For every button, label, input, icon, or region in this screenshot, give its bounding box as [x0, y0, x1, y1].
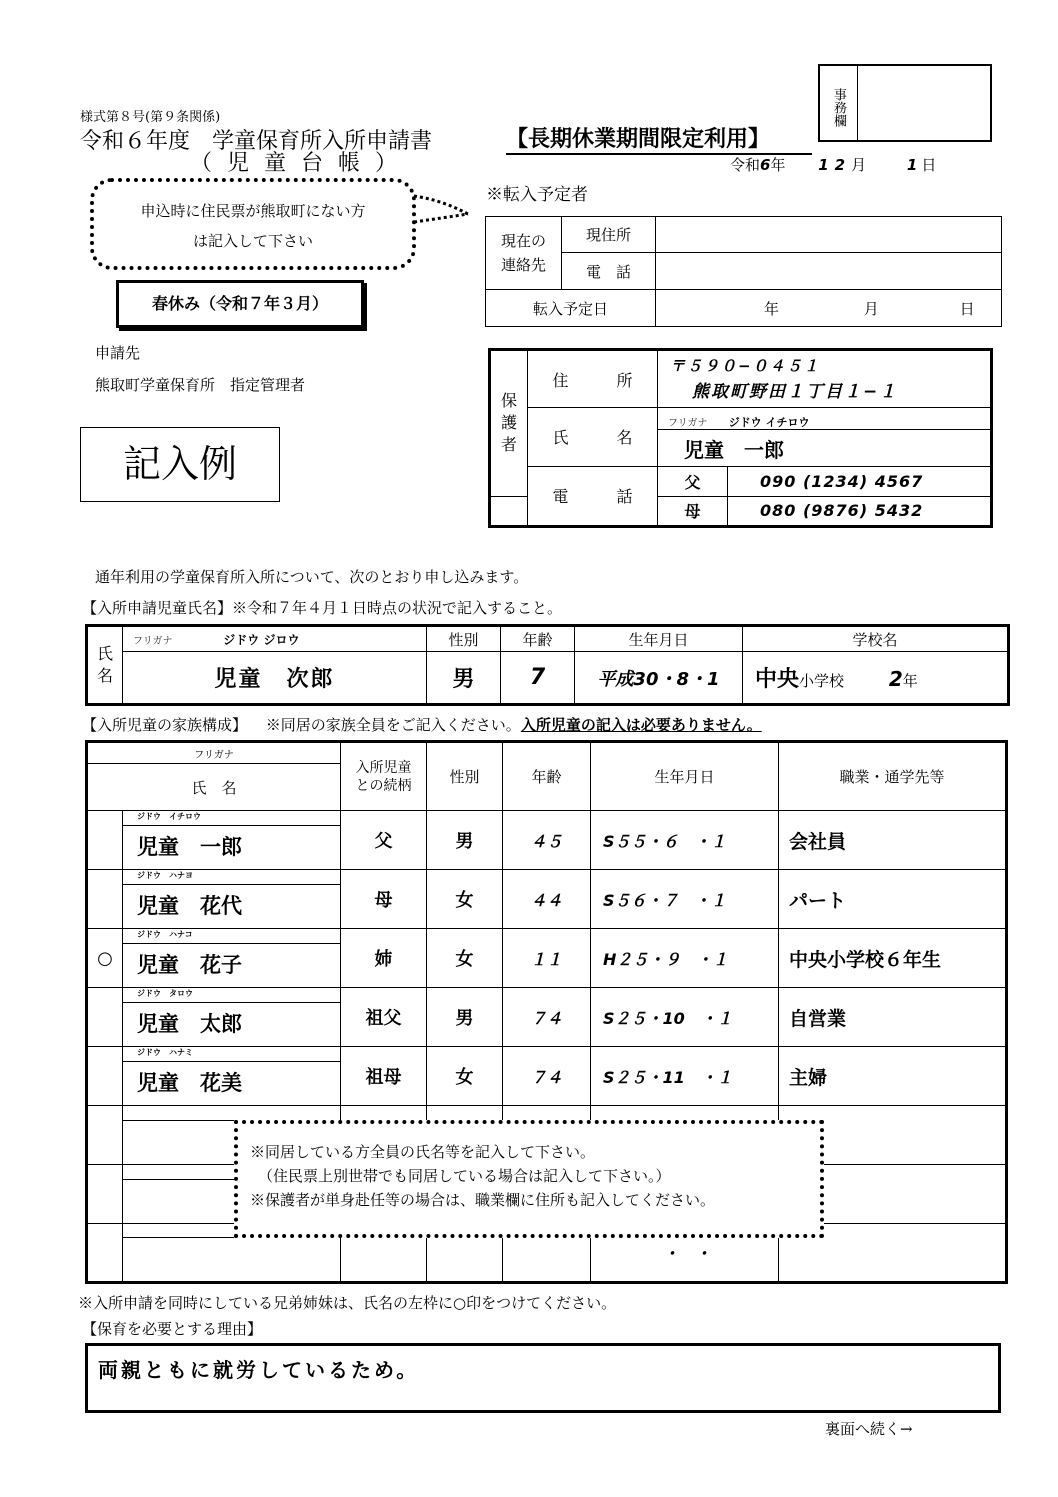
family-relation: 父: [341, 811, 427, 870]
sibling-mark-cell[interactable]: [87, 1105, 123, 1164]
child-school-label: 学校名: [743, 626, 1009, 652]
family-age: １１: [503, 929, 591, 988]
child-age-label: 年齢: [501, 626, 575, 652]
family-gender-header: 性別: [427, 742, 503, 811]
family-age: ４５: [503, 811, 591, 870]
sibling-mark: ○: [97, 947, 113, 969]
family-birth: H２５・９ ・１: [591, 929, 779, 988]
child-name-label: 氏名: [96, 644, 113, 685]
child-furigana-label: フリガナ: [133, 636, 173, 648]
family-furigana: ジドウ ハナコ: [123, 930, 340, 944]
family-relation: 母: [341, 870, 427, 929]
child-age: 7: [501, 652, 575, 705]
mother-label: 母: [658, 496, 728, 526]
family-birth: S２５・10 ・１: [591, 988, 779, 1047]
page-subtitle: （ 児 童 台 帳 ）: [190, 151, 401, 176]
family-note-bold: 入所児童の記入は必要ありません。: [520, 716, 762, 734]
sibling-note: ※入所申請を同時にしている兄弟姉妹は、氏名の左枠に○印をつけてください。: [78, 1294, 617, 1312]
family-note: ※同居の家族全員をご記入ください。: [265, 716, 521, 734]
office-box-label: 事務欄: [820, 66, 858, 140]
guardian-table: [488, 348, 993, 528]
child-birth: 平成30・8・1: [575, 652, 743, 705]
last-row-dots: ・ ・: [663, 1243, 712, 1263]
guardian-phone-label: 電 話: [528, 466, 658, 526]
family-row: [87, 1047, 1007, 1106]
period-box: 春休み（令和７年３月）: [116, 280, 364, 328]
date-era: 令和: [730, 156, 761, 174]
date-month-unit: 月: [851, 156, 867, 174]
child-name: 児童 次郎: [123, 652, 427, 705]
date-month: 12: [818, 156, 852, 174]
family-birth: S２５・11 ・１: [591, 1047, 779, 1106]
applicant-name: 熊取町学童保育所 指定管理者: [95, 376, 306, 394]
family-relation: 祖母: [341, 1047, 427, 1106]
father-phone: 090 (1234) 4567: [728, 466, 992, 496]
family-gender: 男: [427, 811, 503, 870]
child-furigana: ジドウ ジロウ: [223, 633, 300, 648]
phone-label: 電 話: [562, 253, 656, 290]
child-gender-label: 性別: [427, 626, 501, 652]
family-gender: 女: [427, 1047, 503, 1106]
address-label: 現住所: [562, 217, 656, 253]
family-occupation-header: 職業・通学先等: [779, 742, 1007, 811]
transfer-date-field[interactable]: [656, 290, 1002, 327]
date-day: 1: [906, 156, 918, 174]
family-name-empty[interactable]: [123, 1238, 340, 1280]
family-occupation: パート: [779, 870, 1007, 929]
family-furigana-header: フリガナ: [87, 742, 341, 764]
sibling-mark-cell[interactable]: [87, 1047, 123, 1106]
overlay-line1: ※同居している方全員の氏名等を記入して下さい。: [250, 1143, 596, 1161]
family-furigana: ジドウ ハナヨ: [123, 871, 340, 885]
family-age-header: 年齢: [503, 742, 591, 811]
guardian-name-label: 氏 名: [528, 408, 658, 466]
intro-text: 通年利用の学童保育所入所について、次のとおり申し込みます。: [95, 568, 529, 586]
date-year-unit: 年: [770, 156, 786, 174]
date-day-unit: 日: [921, 156, 937, 174]
date-year: 6: [760, 156, 771, 174]
sibling-mark-cell[interactable]: [87, 929, 123, 988]
sibling-mark-cell[interactable]: [87, 988, 123, 1047]
guardian-address-label: 住 所: [528, 350, 658, 408]
family-row: [87, 811, 1007, 870]
family-relation: 姉: [341, 929, 427, 988]
family-name: 児童 花代: [137, 894, 242, 919]
reason-section-title: 【保育を必要とする理由】: [82, 1320, 263, 1338]
family-row: [87, 988, 1007, 1047]
transfer-address-field[interactable]: [656, 217, 1002, 253]
child-grade-suffix: 年: [902, 672, 918, 691]
family-name-header: 氏 名: [87, 764, 341, 811]
family-gender: 男: [427, 988, 503, 1047]
family-overlay-notice: [234, 1120, 824, 1238]
relation-header-2: との続柄: [355, 777, 412, 794]
transfer-note: ※転入予定者: [486, 185, 588, 205]
family-name: 児童 花美: [137, 1071, 242, 1095]
family-section-title: 【入所児童の家族構成】: [82, 716, 248, 734]
overlay-line2: （住民票上別世帯でも同居している場合は記入して下さい。）: [258, 1167, 671, 1185]
child-table: [85, 624, 1010, 706]
child-birth-label: 生年月日: [575, 626, 743, 652]
family-name: 児童 太郎: [137, 1012, 242, 1037]
child-school-suffix: 小学校: [799, 672, 845, 691]
guardian-side-label: 保護者: [500, 391, 517, 455]
sample-label: 記入例: [80, 427, 280, 502]
family-furigana: ジドウ ハナミ: [123, 1048, 340, 1062]
relation-header-1: 入所児童: [355, 759, 412, 776]
sibling-mark-cell[interactable]: [87, 1164, 123, 1223]
father-label: 父: [658, 466, 728, 496]
applicant-label: 申請先: [95, 344, 141, 362]
overlay-line3: ※保護者が単身赴任等の場合は、職業欄に住所も記入してください。: [250, 1191, 716, 1209]
guardian-address: 熊取町野田１丁目１−１: [692, 382, 899, 403]
transfer-date-label: 転入予定日: [486, 290, 656, 327]
family-occupation: 中央小学校６年生: [779, 929, 1007, 988]
callout-box: [90, 178, 416, 270]
guardian-postal: 〒５９０−０４５１: [670, 357, 821, 376]
sibling-mark-cell[interactable]: [87, 1223, 123, 1282]
transfer-phone-field[interactable]: [656, 253, 1002, 290]
guardian-furigana: ジドウ イチロウ: [728, 416, 810, 430]
guardian-name: 児童 一郎: [684, 438, 784, 463]
family-relation: 祖父: [341, 988, 427, 1047]
family-furigana: ジドウ イチロウ: [123, 812, 340, 826]
family-occupation: 会社員: [779, 811, 1007, 870]
mother-phone: 080 (9876) 5432: [728, 496, 992, 526]
family-age: ７４: [503, 988, 591, 1047]
family-row: [87, 870, 1007, 929]
child-school: 中央: [755, 667, 800, 693]
guardian-furigana-label: フリガナ: [668, 418, 708, 430]
family-section-header: [82, 714, 762, 735]
family-furigana-empty: [123, 1107, 340, 1121]
page-title: 令和６年度 学童保育所入所申請書: [80, 129, 433, 154]
contact-label: 現在の連絡先: [500, 232, 546, 274]
family-age: ４４: [503, 870, 591, 929]
child-section-title: 【入所申請児童氏名】※令和７年４月１日時点の状況で記入すること。: [82, 599, 563, 617]
family-age: ７４: [503, 1047, 591, 1106]
application-date: [730, 154, 936, 175]
child-grade: 2: [888, 667, 903, 692]
family-occupation: 主婦: [779, 1047, 1007, 1106]
callout-line1: 申込時に住民票が熊取町にない方: [140, 202, 366, 220]
form-number: 様式第８号(第９条関係): [80, 110, 221, 125]
child-gender: 男: [427, 652, 501, 705]
transfer-year: 年: [764, 299, 780, 318]
family-name: 児童 花子: [137, 953, 242, 978]
transfer-day: 日: [959, 299, 975, 318]
callout-pointer: [412, 192, 472, 232]
family-name: 児童 一郎: [137, 835, 242, 860]
sibling-mark-cell[interactable]: [87, 870, 123, 929]
continue-note: 裏面へ続く→: [825, 1420, 913, 1438]
family-occupation: 自営業: [779, 988, 1007, 1047]
transfer-table: [485, 216, 1002, 327]
family-birth: S５６・７ ・１: [591, 870, 779, 929]
family-birth-header: 生年月日: [591, 742, 779, 811]
family-gender: 女: [427, 929, 503, 988]
family-birth: S５５・６ ・１: [591, 811, 779, 870]
transfer-month: 月: [863, 299, 879, 318]
family-gender: 女: [427, 870, 503, 929]
reason-text[interactable]: 両親ともに就労しているため。: [85, 1343, 1001, 1413]
family-furigana: ジドウ タロウ: [123, 989, 340, 1003]
family-row: [87, 929, 1007, 988]
callout-line2: は記入して下さい: [192, 232, 313, 250]
office-box: [818, 64, 992, 142]
title-badge: 【長期休業期間限定利用】: [506, 122, 812, 155]
sibling-mark-cell[interactable]: [87, 811, 123, 870]
